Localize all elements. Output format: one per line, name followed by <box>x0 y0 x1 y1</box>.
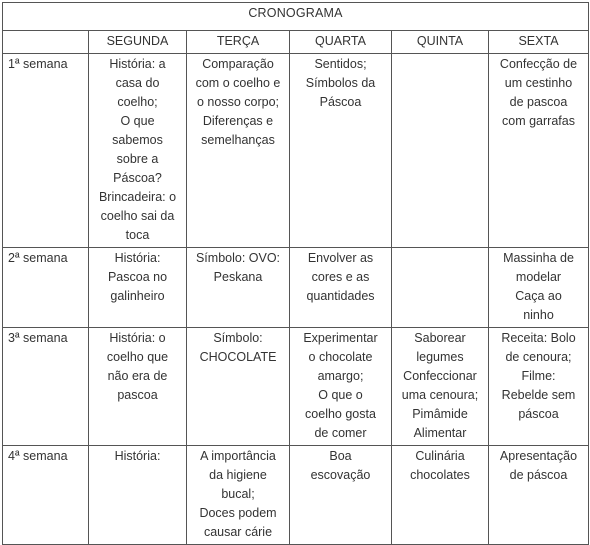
activity-line: semelhanças <box>201 133 275 147</box>
activity-line: Experimentar <box>303 331 378 345</box>
activity-line: quantidades <box>306 289 375 303</box>
activity-line: galinheiro <box>110 289 165 303</box>
activity-line: amargo; <box>317 369 364 383</box>
activity-line: legumes <box>416 350 464 364</box>
activity-line: Brincadeira: o <box>98 190 177 204</box>
activity-line: Doces podem <box>199 506 277 520</box>
activity-line: Símbolos da <box>305 76 376 90</box>
activity-cell-segunda <box>89 328 187 446</box>
activity-line: coelho que <box>106 350 169 364</box>
activity-line: não era de <box>107 369 168 383</box>
activity-line: Apresentação <box>499 449 578 463</box>
day-header-row <box>3 31 589 54</box>
activity-line: modelar <box>515 270 562 284</box>
activity-line: uma cenoura; <box>401 388 479 402</box>
activity-line: Alimentar <box>413 426 467 440</box>
week-label: 4ª semana <box>3 446 89 545</box>
corner-cell <box>3 31 89 54</box>
activity-cell-quarta <box>290 446 392 545</box>
activity-cell-quarta <box>290 328 392 446</box>
activity-line: História: <box>114 449 161 463</box>
activity-line: Símbolo: <box>213 331 263 345</box>
activity-line: de pascoa <box>509 95 568 109</box>
activity-line: o chocolate <box>308 350 373 364</box>
activity-line: pascoa <box>117 388 158 402</box>
day-header-quinta: QUINTA <box>392 31 489 54</box>
activity-line: coelho sai da <box>100 209 175 223</box>
activity-line: o nosso corpo; <box>197 95 279 109</box>
activity-line: Culinária <box>415 449 465 463</box>
activity-cell-quinta <box>392 328 489 446</box>
week-label: 3ª semana <box>3 328 89 446</box>
activity-cell-sexta <box>489 328 589 446</box>
schedule-table <box>2 2 589 545</box>
activity-line: chocolates <box>410 468 470 482</box>
activity-cell-sexta <box>489 446 589 545</box>
activity-line: com garrafas <box>502 114 575 128</box>
activity-line: Massinha de <box>503 251 574 265</box>
activity-line: bucal; <box>221 487 255 501</box>
activity-cell-quinta <box>392 54 489 248</box>
activity-line: Diferenças e <box>202 114 274 128</box>
activity-cell-terca <box>187 54 290 248</box>
activity-line: sabemos <box>112 133 163 147</box>
activity-cell-terca <box>187 248 290 328</box>
activity-line: Símbolo: OVO: <box>195 251 281 265</box>
activity-cell-quinta <box>392 248 489 328</box>
activity-line: coelho; <box>117 95 158 109</box>
activity-cell-segunda <box>89 248 187 328</box>
activity-line: Saborear <box>414 331 466 345</box>
activity-cell-quinta <box>392 446 489 545</box>
day-header-terca: TERÇA <box>187 31 290 54</box>
activity-cell-sexta <box>489 248 589 328</box>
activity-line: um cestinho <box>504 76 573 90</box>
activity-cell-terca <box>187 446 290 545</box>
activity-line: Peskana <box>213 270 263 284</box>
activity-line: História: o <box>109 331 166 345</box>
activity-line: escovação <box>310 468 371 482</box>
activity-cell-quarta <box>290 54 392 248</box>
week-row <box>3 328 589 446</box>
activity-line: Comparação <box>202 57 274 71</box>
activity-line: de cenoura; <box>505 350 572 364</box>
activity-line: Pascoa no <box>107 270 168 284</box>
activity-line: coelho gosta <box>305 407 376 421</box>
week-label: 1ª semana <box>3 54 89 248</box>
activity-cell-terca <box>187 328 290 446</box>
activity-line: com o coelho e <box>195 76 281 90</box>
activity-line: História: <box>114 251 161 265</box>
activity-line: páscoa <box>518 407 559 421</box>
activity-line: Páscoa <box>319 95 362 109</box>
activity-line: A importância <box>200 449 276 463</box>
activity-line: CHOCOLATE <box>199 350 277 364</box>
day-header-sexta: SEXTA <box>489 31 589 54</box>
activity-line: Páscoa? <box>113 171 162 185</box>
activity-cell-sexta <box>489 54 589 248</box>
activity-line: de páscoa <box>509 468 568 482</box>
activity-line: Caça ao <box>515 289 562 303</box>
activity-line: O que o <box>318 388 363 402</box>
activity-line: de comer <box>314 426 367 440</box>
activity-line: Boa <box>329 449 352 463</box>
activity-line: Confeccionar <box>403 369 477 383</box>
activity-cell-segunda <box>89 446 187 545</box>
activity-line: Envolver as <box>307 251 374 265</box>
schedule-body <box>3 54 589 545</box>
day-header-segunda: SEGUNDA <box>89 31 187 54</box>
activity-line: Filme: <box>521 369 556 383</box>
week-row <box>3 248 589 328</box>
activity-cell-segunda <box>89 54 187 248</box>
week-label: 2ª semana <box>3 248 89 328</box>
activity-line: casa do <box>115 76 160 90</box>
activity-line: ninho <box>523 308 554 322</box>
table-title: CRONOGRAMA <box>3 3 589 31</box>
activity-line: da higiene <box>209 468 267 482</box>
week-row <box>3 446 589 545</box>
day-header-quarta: QUARTA <box>290 31 392 54</box>
activity-line: causar cárie <box>203 525 273 539</box>
activity-line: Sentidos; <box>314 57 367 71</box>
activity-line: sobre a <box>116 152 159 166</box>
activity-line: Pimâmide <box>412 407 468 421</box>
activity-line: Confecção de <box>499 57 578 71</box>
week-row <box>3 54 589 248</box>
activity-line: Receita: Bolo <box>501 331 576 345</box>
activity-line: toca <box>125 228 150 242</box>
activity-cell-quarta <box>290 248 392 328</box>
activity-line: O que <box>120 114 155 128</box>
activity-line: História: a <box>109 57 166 71</box>
activity-line: cores e as <box>311 270 370 284</box>
activity-line: Rebelde sem <box>501 388 576 402</box>
